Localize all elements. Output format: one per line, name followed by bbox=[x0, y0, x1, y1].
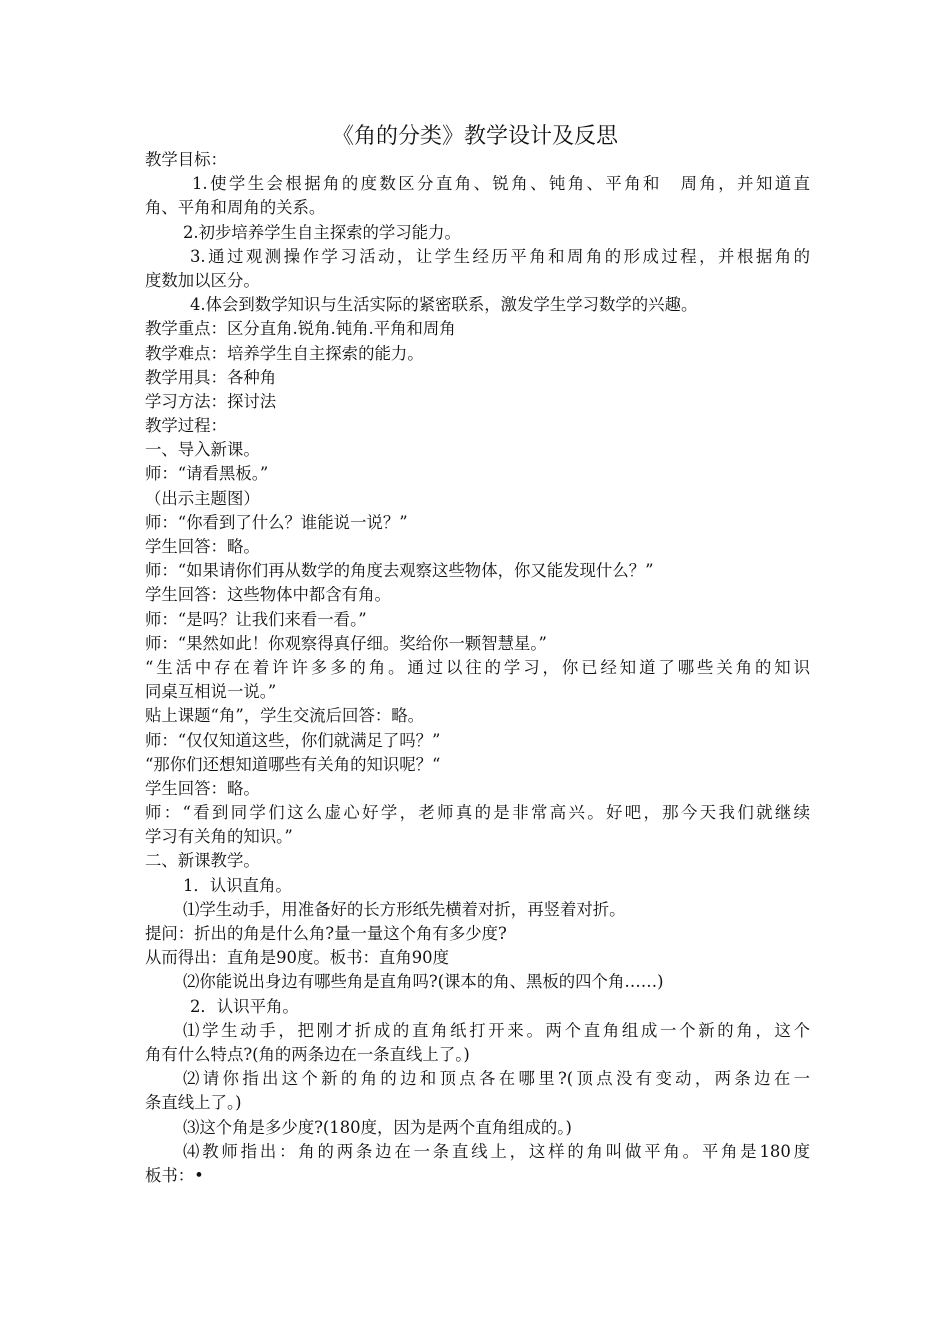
paragraph-line: 师：“请看黑板。” bbox=[145, 464, 269, 484]
paragraph-line: 条直线上了。) bbox=[145, 1093, 242, 1113]
paragraph-line: 1.使学生会根据角的度数区分直角、锐角、钝角、平角和 周角，并知道直 bbox=[192, 174, 810, 194]
paragraph-line: 学生回答：这些物体中都含有角。 bbox=[145, 585, 391, 605]
paragraph-line: 教学重点：区分直角.锐角.钝角.平角和周角 bbox=[145, 319, 456, 339]
paragraph-line: 2．认识平角。 bbox=[190, 996, 299, 1016]
paragraph-line: “生活中存在着许许多多的角。通过以往的学习，你已经知道了哪些关角的知识 bbox=[145, 657, 810, 677]
paragraph-line: 3.通过观测操作学习活动，让学生经历平角和周角的形成过程，并根据角的 bbox=[190, 246, 810, 266]
paragraph-line: 板书：• bbox=[145, 1165, 204, 1185]
paragraph-line: ⑵请你指出这个新的角的边和顶点各在哪里?(顶点没有变动，两条边在一 bbox=[183, 1069, 810, 1089]
paragraph-line: 师：“是吗？让我们来看一看。” bbox=[145, 609, 367, 629]
paragraph-line: 师：“如果请你们再从数学的角度去观察这些物体，你又能发现什么？” bbox=[145, 561, 654, 581]
paragraph-line: 师：“仅仅知道这些，你们就满足了吗？” bbox=[145, 730, 441, 750]
paragraph-line: 1．认识直角。 bbox=[183, 875, 292, 895]
paragraph-line: 度数加以区分。 bbox=[145, 270, 260, 290]
paragraph-line: 一、导入新课。 bbox=[145, 440, 260, 460]
paragraph-line: 教学用具：各种角 bbox=[145, 367, 277, 387]
paragraph-line: “那你们还想知道哪些有关角的知识呢？“ bbox=[145, 754, 441, 774]
paragraph-line: 角、平角和周角的关系。 bbox=[145, 198, 326, 218]
paragraph-line: （出示主题图） bbox=[145, 488, 260, 508]
paragraph-line: 同桌互相说一说。” bbox=[145, 682, 277, 702]
paragraph-line: ⑵你能说出身边有哪些角是直角吗?(课本的角、黑板的四个角……) bbox=[183, 972, 664, 992]
paragraph-line: 师：“看到同学们这么虚心好学，老师真的是非常高兴。好吧，那今天我们就继续 bbox=[145, 803, 810, 823]
paragraph-line: 2.初步培养学生自主探索的学习能力。 bbox=[183, 222, 461, 242]
paragraph-line: 学生回答：略。 bbox=[145, 537, 260, 556]
paragraph-line: ⑶这个角是多少度?(180度，因为是两个直角组成的。) bbox=[183, 1117, 572, 1137]
paragraph-line: 师：“你看到了什么？谁能说一说？” bbox=[145, 512, 408, 532]
paragraph-line: 提问：折出的角是什么角?量一量这个角有多少度? bbox=[145, 924, 507, 943]
paragraph-line: 学习方法：探讨法 bbox=[145, 391, 277, 411]
paragraph-line: 二、新课教学。 bbox=[145, 851, 260, 871]
paragraph-line: 教学难点：培养学生自主探索的能力。 bbox=[145, 343, 424, 363]
paragraph-line: 学习有关角的知识。” bbox=[145, 827, 293, 847]
document-title: 《角的分类》教学设计及反思 bbox=[331, 124, 618, 149]
paragraph-line: ⑷教师指出：角的两条边在一条直线上，这样的角叫做平角。平角是180度 bbox=[183, 1141, 810, 1161]
paragraph-line: 从而得出：直角是90度。板书：直角90度 bbox=[145, 948, 449, 968]
paragraph-line: 4.体会到数学知识与生活实际的紧密联系，激发学生学习数学的兴趣。 bbox=[190, 295, 698, 315]
paragraph-line: 角有什么特点?(角的两条边在一条直线上了。) bbox=[145, 1044, 470, 1064]
paragraph-line: 师：“果然如此！你观察得真仔细。奖给你一颗智慧星。” bbox=[145, 633, 547, 653]
paragraph-line: ⑴学生动手，把刚才折成的直角纸打开来。两个直角组成一个新的角，这个 bbox=[183, 1020, 810, 1040]
paragraph-line: 教学目标： bbox=[145, 150, 227, 169]
document-body bbox=[145, 148, 810, 1188]
paragraph-line: 学生回答：略。 bbox=[145, 778, 260, 798]
paragraph-line: ⑴学生动手，用准备好的长方形纸先横着对折，再竖着对折。 bbox=[183, 899, 626, 919]
paragraph-line: 贴上课题“角”，学生交流后回答：略。 bbox=[145, 706, 425, 726]
paragraph-line: 教学过程： bbox=[145, 416, 227, 436]
